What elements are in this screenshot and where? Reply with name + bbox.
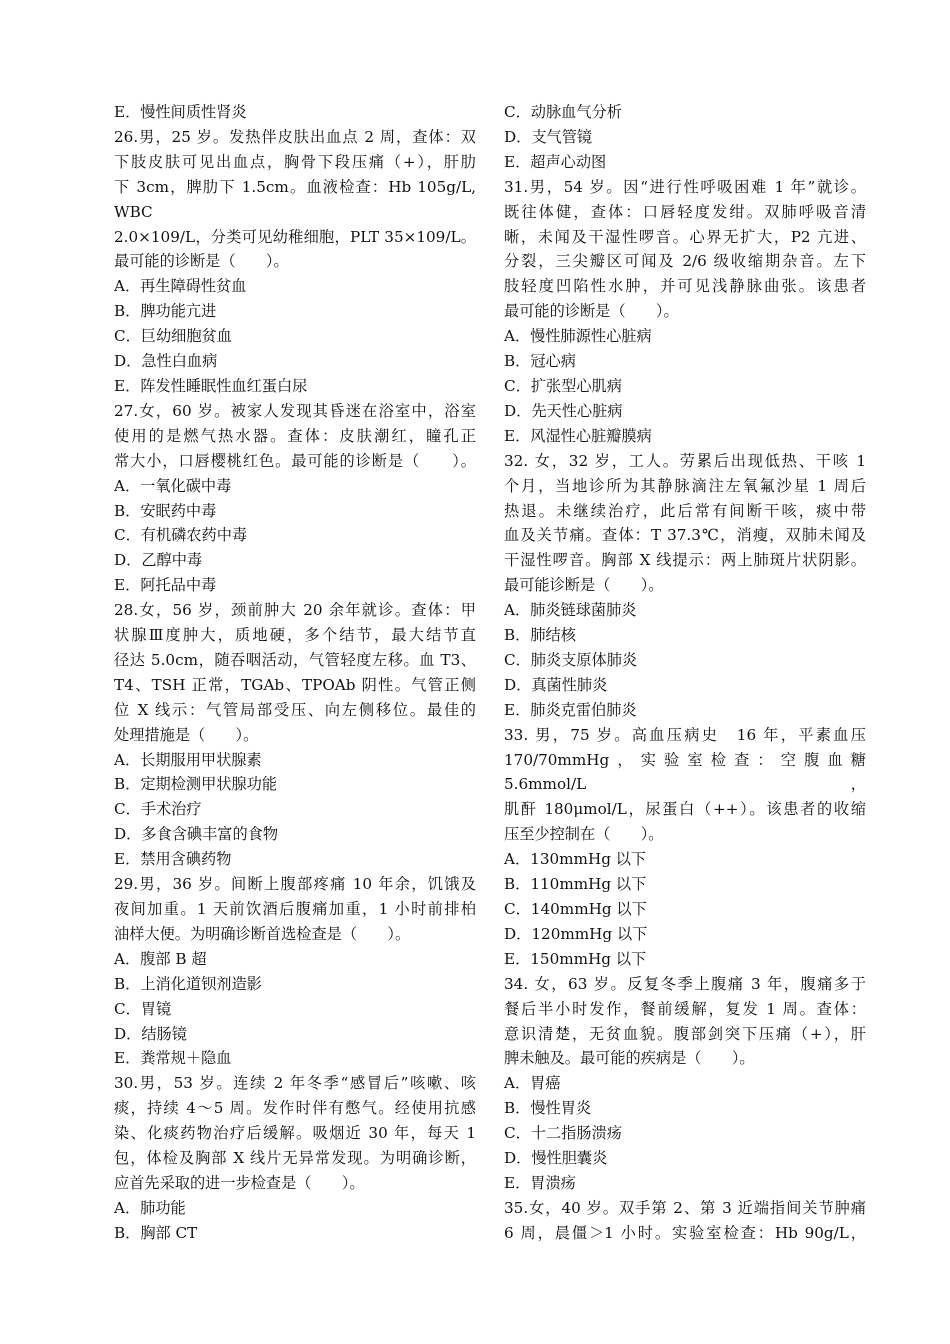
text-line: B．胸部 CT [114,1223,198,1242]
text-line: D．支气管镜 [504,127,593,146]
text-line: E．胃溃疡 [504,1173,576,1192]
text-line: C．肺炎支原体肺炎 [504,650,638,669]
text-line: E．禁用含碘药物 [114,850,232,869]
text-line: B．慢性胃炎 [504,1099,592,1118]
text-line: 痰，持续 4～5 周。发作时伴有憋气。经使用抗感 [114,1099,476,1118]
text-line: C．动脉血气分析 [504,103,622,121]
text-line: 分裂，三尖瓣区可闻及 2/6 级收缩期杂音。左下 [504,252,866,271]
text-line: A．慢性肺源性心脏病 [504,327,652,346]
text-line: 脾未触及。最可能的疾病是（ ）。 [504,1049,755,1068]
text-line: 30.男，53 岁。连续 2 年冬季“感冒后”咳嗽、咳 [114,1074,476,1093]
right-column [504,100,866,1246]
text-line: B．110mmHg 以下 [504,875,647,894]
text-line: C．扩张型心肌病 [504,376,622,395]
text-line: 肢轻度凹陷性水肿，并可见浅静脉曲张。该患者 [504,277,866,296]
text-line: 餐后半小时发作，餐前缓解，复发 1 周。查体： [504,999,866,1018]
text-line: 使用的是燃气热水器。查体：皮肤潮红，瞳孔正 [114,426,476,445]
text-line: 170/70mmHg，实验室检查：空腹血糖 5.6mmol/L， [504,750,866,794]
text-line: B．冠心病 [504,352,576,371]
left-column [114,100,476,1246]
text-line: E．粪常规＋隐血 [114,1049,232,1068]
text-line: D．结肠镜 [114,1024,187,1043]
text-line: 最可能的诊断是（ ）。 [114,252,289,271]
text-line: A．一氧化碳中毒 [114,476,232,495]
text-line: B．肺结核 [504,626,576,645]
text-line: D．慢性胆囊炎 [504,1149,608,1168]
text-line: 意识清楚，无贫血貌。腹部剑突下压痛（+），肝 [504,1024,866,1043]
text-line: 26.男，25 岁。发热伴皮肤出血点 2 周，查体：双 [114,127,476,146]
text-line: E．风湿性心脏瓣膜病 [504,426,652,445]
text-line: 染、化痰药物治疗后缓解。吸烟近 30 年，每天 1 [114,1124,476,1143]
text-line: 径达 5.0cm，随吞咽活动，气管轻度左移。血 T3、 [114,650,476,669]
text-line: A．肺炎链球菌肺炎 [504,601,637,620]
text-line: D．多食含碘丰富的食物 [114,825,279,844]
text-line: A．再生障碍性贫血 [114,277,247,296]
text-line: 35.女，40 岁。双手第 2、第 3 近端指间关节肿痛 [504,1198,866,1217]
text-line: 热退。未继续治疗，此后常有间断干咳，痰中带 [504,501,866,520]
text-line: C．十二指肠溃疡 [504,1124,622,1143]
text-line: 最可能的诊断是（ ）。 [504,302,679,321]
text-line: C．有机磷农药中毒 [114,526,248,545]
text-line: C．巨幼细胞贫血 [114,327,232,346]
text-line: A．腹部 B 超 [114,949,207,968]
text-line: 32. 女，32 岁，工人。劳累后出现低热、干咳 1 [504,451,866,470]
text-line: C．140mmHg 以下 [504,900,647,918]
text-line: E．阵发性睡眠性血红蛋白尿 [114,376,308,395]
text-line: 应首先采取的进一步检查是（ ）。 [114,1173,365,1192]
text-line: 血及关节痛。查体：T 37.3℃，消瘦，双肺未闻及 [504,526,866,545]
text-line: E．150mmHg 以下 [504,949,647,968]
text-line: 压至少控制在（ ）。 [504,825,664,844]
text-line: E．超声心动图 [504,152,607,171]
text-line: E．慢性间质性肾炎 [114,103,247,121]
text-line: D．急性白血病 [114,352,218,371]
text-line: A．肺功能 [114,1198,186,1217]
text-line: B．定期检测甲状腺功能 [114,775,278,794]
text-line: 既往体健，查体：口唇轻度发绀。双肺呼吸音清 [504,202,866,221]
text-line: E．阿托品中毒 [114,576,217,595]
text-line: 31.男，54 岁。因“进行性呼吸困难 1 年”就诊。 [504,177,866,196]
text-line: D．先天性心脏病 [504,401,623,420]
text-line: 6 周，晨僵＞1 小时。实验室检查：Hb 90g/L， [504,1223,866,1242]
text-line: 状腺Ⅲ度肿大，质地硬，多个结节，最大结节直 [114,626,476,645]
text-line: 夜间加重。1 天前饮酒后腹痛加重，1 小时前排柏 [114,900,476,918]
text-line: A．130mmHg 以下 [504,850,647,869]
text-line: 常大小，口唇樱桃红色。最可能的诊断是（ ）。 [114,451,476,470]
text-line: 最可能诊断是（ ）。 [504,576,664,595]
text-line: B．安眠药中毒 [114,501,217,520]
text-line: C．胃镜 [114,999,172,1018]
text-line: 29.男，36 岁。间断上腹部疼痛 10 年余，饥饿及 [114,875,476,894]
text-line: D．120mmHg 以下 [504,924,648,943]
text-line: 2.0×109/L，分类可见幼稚细胞，PLT 35×109/L。 [114,227,476,246]
text-line: 处理措施是（ ）。 [114,725,259,744]
text-line: D．乙醇中毒 [114,551,203,570]
text-line: 位 X 线示：气管局部受压、向左侧移位。最佳的 [114,700,476,719]
text-line: 下 3cm，脾肋下 1.5cm。血液检查：Hb 105g/L, WBC [114,177,476,221]
text-line: D．真菌性肺炎 [504,675,608,694]
text-line: B．上消化道钡剂造影 [114,974,262,993]
text-line: 28.女，56 岁，颈前肿大 20 余年就诊。查体：甲 [114,601,476,620]
text-line: C．手术治疗 [114,800,202,819]
text-line: A．胃癌 [504,1074,561,1093]
text-line: 个月，当地诊所为其静脉滴注左氧氟沙星 1 周后 [504,476,866,495]
text-line: 肌酐 180μmol/L，尿蛋白（++）。该患者的收缩 [504,800,866,819]
text-line: T4、TSH 正常，TGAb、TPOAb 阴性。气管正侧 [114,675,476,694]
text-line: B．脾功能亢进 [114,302,217,321]
text-line: E．肺炎克雷伯肺炎 [504,700,637,719]
text-line: 34. 女，63 岁。反复冬季上腹痛 3 年，腹痛多于 [504,974,866,993]
text-line: 27.女，60 岁。被家人发现其昏迷在浴室中，浴室 [114,401,476,420]
text-line: 干湿性啰音。胸部 X 线提示：两上肺斑片状阴影。 [504,551,866,570]
text-line: 33. 男，75 岁。高血压病史 16 年，平素血压 [504,725,866,744]
text-line: 下肢皮肤可见出血点，胸骨下段压痛（+），肝肋 [114,152,476,171]
text-line: A．长期服用甲状腺素 [114,750,262,769]
text-line: 晰，未闻及干湿性啰音。心界无扩大，P2 亢进、 [504,227,866,246]
text-line: 油样大便。为明确诊断首选检查是（ ）。 [114,924,411,943]
text-line: 包，体检及胸部 X 线片无异常发现。为明确诊断， [114,1149,476,1168]
